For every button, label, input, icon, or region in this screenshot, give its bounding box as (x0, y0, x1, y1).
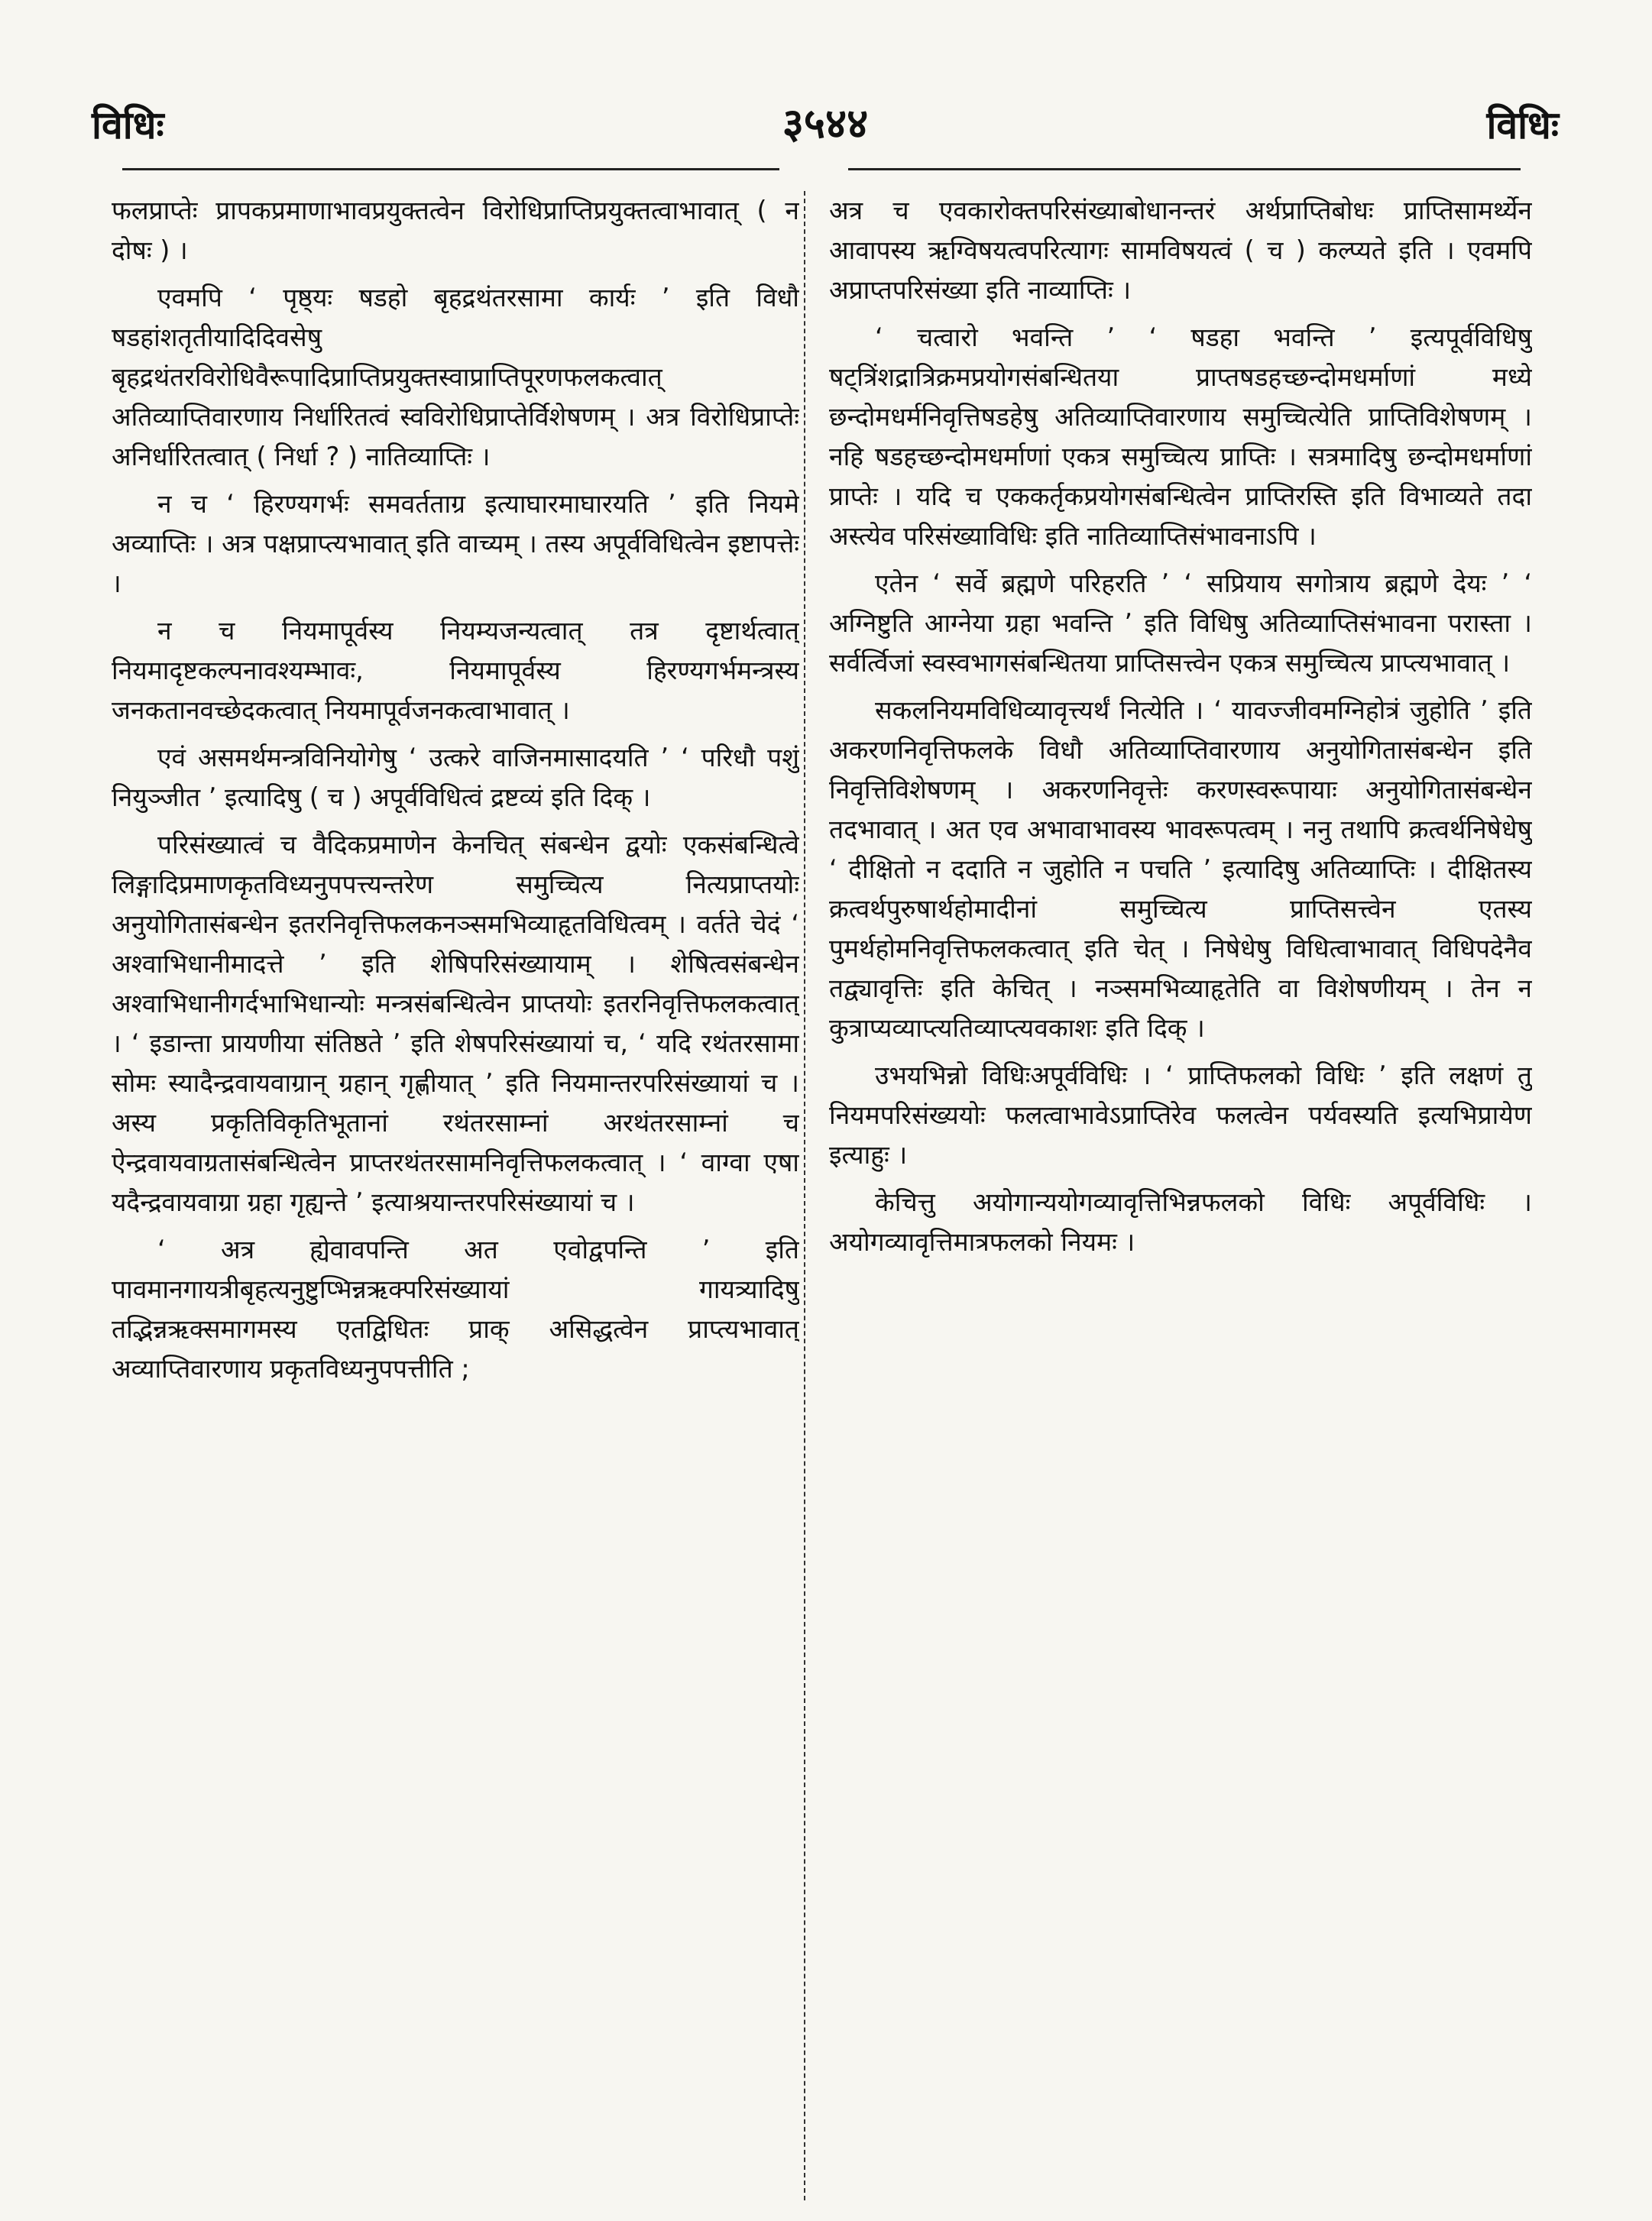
right-paragraph-6: केचित्तु अयोगान्ययोगव्यावृत्तिभिन्नफलको विधिः अपूर्वविधिः । अयोगव्यावृत्तिमात्रफलको नियमः । (829, 1187, 1532, 1257)
right-paragraph-5: उभयभिन्नो विधिःअपूर्वविधिः । ‘ प्राप्तिफलको विधिः ’ इति लक्षणं तु नियमपरिसंख्ययोः फलत्वाभावेऽप्राप्तिरेव फलत्वेन पर्यवस्यति इत्यभिप्रायेण इत्याहुः । (829, 1060, 1532, 1170)
left-paragraph-5: एवं असमर्थमन्त्रविनियोगेषु ‘ उत्करे वाजिनमासादयति ’ ‘ परिधौ पशुं नियुञ्जीत ’ इत्यादिषु ( च ) अपूर्वविधित्वं द्रष्टव्यं इति दिक् । (112, 743, 799, 812)
page-number: ३५४४ (782, 99, 869, 147)
right-paragraph-1: अत्र च एवकारोक्तपरिसंख्याबोधानन्तरं अर्थप्राप्तिबोधः प्राप्तिसामर्थ्येन आवापस्य ऋग्विषयत्वपरित्यागः सामविषयत्वं ( च ) कल्प्यते इति । एवमपि अप्राप्तपरिसंख्या इति नाव्याप्तिः । (829, 196, 1532, 305)
left-paragraph-6: परिसंख्यात्वं च वैदिकप्रमाणेन केनचित् संबन्धेन द्वयोः एकसंबन्धित्वे लिङ्गादिप्रमाणकृतविध्यनुपपत्त्यन्तरेण समुच्चित्य नित्यप्राप्तयोः अनुयोगितासंबन्धेन इतरनिवृत्तिफलकनञ्समभिव्याहृतविधित्वम् । वर्तते चेदं ‘ अश्वाभिधानीमादत्ते ’ इति शेषिपरिसंख्यायाम् । शेषित्वसंबन्धेन अश्वाभिधानीगर्दभाभिधान्योः मन्त्रसंबन्धित्वेन प्राप्तयोः इतरनिवृत्तिफलकत्वात् । ‘ इडान्ता प्रायणीया संतिष्ठते ’ इति शेषपरिसंख्यायां च, ‘ यदि रथंतरसामा सोमः स्यादैन्द्रवायवाग्रान् ग्रहान् गृह्णीयात् ’ इति नियमान्तरपरिसंख्यायां च । अस्य प्रकृतिविकृतिभूतानां रथंतरसाम्नां अरथंतरसाम्नां च ऐन्द्रवायवाग्रतासंबन्धित्वेन प्राप्तरथंतरसामनिवृत्तिफलकत्वात् । ‘ वाग्वा एषा यदैन्द्रवायवाग्रा ग्रहा गृह्यन्ते ’ इत्याश्रयान्तरपरिसंख्यायां च । (112, 830, 799, 1217)
right-column (829, 191, 1532, 2193)
header-rule-right (848, 168, 1521, 170)
column-divider (804, 191, 805, 2200)
running-header (92, 83, 1559, 151)
header-right-title: विधिः (1486, 103, 1559, 147)
left-paragraph-7: ‘ अत्र ह्येवावपन्ति अत एवोद्वपन्ति ’ इति पावमानगायत्रीबृहत्यनुष्टुप्भिन्नऋक्परिसंख्यायां गायत्र्यादिषु तद्भिन्नऋक्समागमस्य एतद्विधितः प्राक् असिद्धत्वेन प्राप्त्यभावात् अव्याप्तिवारणाय प्रकृतविध्यनुपपत्तीति ; (112, 1235, 799, 1384)
right-paragraph-3: एतेन ‘ सर्वे ब्रह्मणे परिहरति ’ ‘ सप्रियाय सगोत्राय ब्रह्मणे देयः ’ ‘ अग्निष्टुति आग्नेया ग्रहा भवन्ति ’ इति विधिषु अतिव्याप्तिसंभावना परास्ता । सर्वर्त्विजां स्वस्वभागसंबन्धितया प्राप्तिसत्त्वेन एकत्र समुच्चित्य प्राप्त्यभावात् । (829, 568, 1532, 678)
left-paragraph-2: एवमपि ‘ पृष्ठ्यः षडहो बृहद्रथंतरसामा कार्यः ’ इति विधौ षडहांशतृतीयादिदिवसेषु बृहद्रथंतरविरोधिवैरूपादिप्राप्तिप्रयुक्तस्वाप्राप्तिपूरणफलकत्वात् अतिव्याप्तिवारणाय निर्धारितत्वं स्वविरोधिप्राप्तेर्विशेषणम् । अत्र विरोधिप्राप्तेः अनिर्धारितत्वात् ( निर्धा ? ) नातिव्याप्तिः । (112, 283, 799, 471)
left-paragraph-3: न च ‘ हिरण्यगर्भः समवर्तताग्र इत्याघारमाघारयति ’ इति नियमे अव्याप्तिः । अत्र पक्षप्राप्त्यभावात् इति वाच्यम् । तस्य अपूर्वविधित्वेन इष्टापत्तेः । (112, 489, 799, 598)
right-paragraph-2: ‘ चत्वारो भवन्ति ’ ‘ षडहा भवन्ति ’ इत्यपूर्वविधिषु षट्त्रिंशद्रात्रिक्रमप्रयोगसंबन्धितया प्राप्तषडहच्छन्दोमधर्माणां मध्ये छन्दोमधर्मनिवृत्तिषडहेषु अतिव्याप्तिवारणाय समुच्चित्येति प्राप्तिविशेषणम् । नहि षडहच्छन्दोमधर्माणां एकत्र समुच्चित्य प्राप्तिः । सत्रमादिषु छन्दोमधर्माणां प्राप्तेः । यदि च एककर्तृकप्रयोगसंबन्धित्वेन प्राप्तिरस्ति इति विभाव्यते तदा अस्त्येव परिसंख्याविधिः इति नातिव्याप्तिसंभावनाऽपि । (829, 322, 1532, 551)
left-paragraph-1: फलप्राप्तेः प्रापकप्रमाणाभावप्रयुक्तत्वेन विरोधिप्राप्तिप्रयुक्तत्वाभावात् ( न दोषः ) । (112, 196, 799, 265)
header-left-title: विधिः (92, 103, 164, 147)
left-paragraph-4: न च नियमापूर्वस्य नियम्यजन्यत्वात् तत्र दृष्टार्थत्वात् नियमादृष्टकल्पनावश्यम्भावः, नियमापूर्वस्य हिरण्यगर्भमन्त्रस्य जनकतानवच्छेदकत्वात् नियमापूर्वजनकत्वाभावात् । (112, 616, 799, 725)
left-column (112, 191, 799, 2193)
right-paragraph-4: सकलनियमविधिव्यावृत्त्यर्थं नित्येति । ‘ यावज्जीवमग्निहोत्रं जुहोति ’ इति अकरणनिवृत्तिफलके विधौ अतिव्याप्तिवारणाय अनुयोगितासंबन्धेन इति निवृत्तिविशेषणम् । अकरणनिवृत्तेः करणस्वरूपायाः अनुयोगितासंबन्धेन तदभावात् । अत एव अभावाभावस्य भावरूपत्वम् । ननु तथापि क्रत्वर्थनिषेधेषु ‘ दीक्षितो न ददाति न जुहोति न पचति ’ इत्यादिषु अतिव्याप्तिः । दीक्षितस्य क्रत्वर्थपुरुषार्थहोमादीनां समुच्चित्य प्राप्तिसत्त्वेन एतस्य पुमर्थहोमनिवृत्तिफलकत्वात् इति चेत् । निषेधेषु विधित्वाभावात् विधिपदेनैव तद्व्यावृत्तिः इति केचित् । नञ्समभिव्याहृतेति वा विशेषणीयम् । तेन न कुत्राप्यव्याप्त्यतिव्याप्त्यवकाशः इति दिक् । (829, 695, 1532, 1043)
header-rule-left (122, 168, 779, 170)
